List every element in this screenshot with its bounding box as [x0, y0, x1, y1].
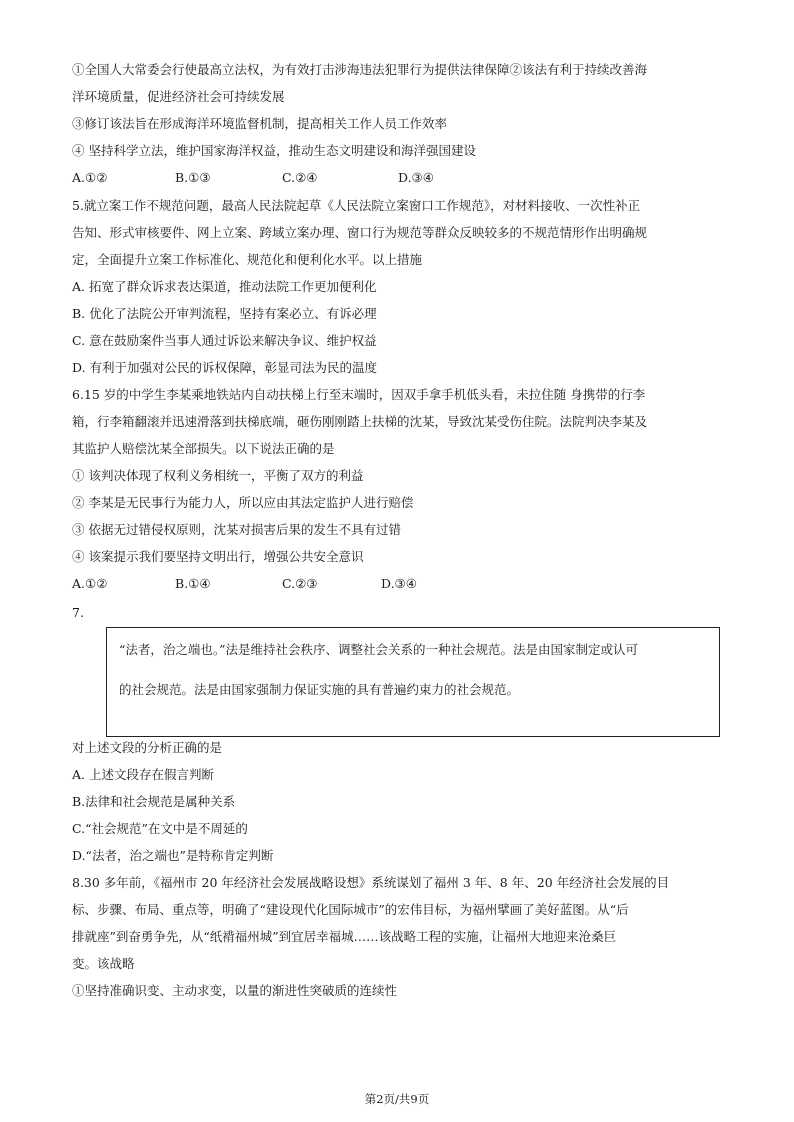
- q6-statement-4: ④ 该案提示我们要坚持文明出行，增强公共安全意识: [72, 549, 364, 564]
- q7-option-b: B.法律和社会规范是属种关系: [72, 794, 236, 809]
- q5-option-b: B. 优化了法院公开审判流程，坚持有案必立、有诉必理: [72, 306, 377, 321]
- q4-option-d: D.③④: [398, 170, 434, 185]
- q7-number: 7.: [72, 605, 84, 620]
- q6-options: [72, 576, 732, 592]
- q6-option-a: A.①②: [72, 576, 108, 591]
- q7-option-d: D.“法者，治之端也”是特称肯定判断: [72, 848, 274, 863]
- q6-option-b: B.①④: [175, 576, 211, 591]
- q4-option-a: A.①②: [72, 170, 108, 185]
- q4-option-c: C.②④: [282, 170, 318, 185]
- q4-statement-4: ④ 坚持科学立法，维护国家海洋权益，推动生态文明建设和海洋强国建设: [72, 143, 476, 158]
- q8-statement-1: ①坚持准确识变、主动求变，以量的渐进性突破质的连续性: [72, 983, 398, 998]
- q5-option-a: A. 拓宽了群众诉求表达渠道，推动法院工作更加便利化: [72, 279, 377, 294]
- q5-option-d: D. 有利于加强对公民的诉权保障，彰显司法为民的温度: [72, 360, 378, 375]
- q6-statement-3: ③ 依据无过错侵权原则，沈某对损害后果的发生不具有过错: [72, 522, 401, 537]
- q6-stem-3: 其监护人赔偿沈某全部损失。以下说法正确的是: [72, 441, 335, 456]
- q7-option-c: C.“社会规范”在文中是不周延的: [72, 821, 248, 836]
- q6-stem-1: 6.15 岁的中学生李某乘地铁站内自动扶梯上行至末端时，因双手拿手机低头看，未拉住随 身携带的行李: [72, 387, 646, 402]
- q5-option-c: C. 意在鼓励案件当事人通过诉讼来解决争议、维护权益: [72, 333, 377, 348]
- q6-stem-2: 箱，行李箱翻滚并迅速滑落到扶梯底端，砸伤刚刚踏上扶梯的沈某，导致沈某受伤住院。法院判决李某及: [72, 414, 648, 429]
- q6-option-c: C.②③: [282, 576, 318, 591]
- q4-option-b: B.①③: [175, 170, 211, 185]
- q4-statement-3: ③修订该法旨在形成海洋环境监督机制，提高相关工作人员工作效率: [72, 116, 448, 131]
- page-number: 第2页/共9页: [364, 1092, 430, 1106]
- q4-statement-1-cont: 洋环境质量，促进经济社会可持续发展: [72, 89, 285, 104]
- q8-stem-4: 变。该战略: [72, 956, 135, 971]
- q8-stem-2: 标、步骤、布局、重点等，明确了“建设现代化国际城市”的宏伟目标，为福州擘画了美好蓝图。从“后: [72, 902, 629, 917]
- q8-stem-1: 8.30 多年前，《福州市 20 年经济社会发展战略设想》系统谋划了福州 3 年、8 年、20 年经济社会发展的目: [72, 875, 670, 890]
- q5-stem-2: 告知、形式审核要件、网上立案、跨域立案办理、窗口行为规范等群众反映较多的不规范情形作出明确规: [72, 225, 648, 240]
- q6-statement-2: ② 李某是无民事行为能力人，所以应由其法定监护人进行赔偿: [72, 495, 414, 510]
- q6-option-d: D.③④: [381, 576, 417, 591]
- q7-quote-box: [106, 627, 720, 737]
- q7-quote-line-2: 的社会规范。法是由国家强制力保证实施的具有普遍约束力的社会规范。: [119, 682, 520, 697]
- q4-options: [72, 170, 732, 186]
- q4-statement-1: ①全国人大常委会行使最高立法权，为有效打击涉海违法犯罪行为提供法律保障②该法有利于持续改善海: [72, 62, 648, 77]
- q5-stem-1: 5.就立案工作不规范问题，最高人民法院起草《人民法院立案窗口工作规范》，对材料接收、一次性补正: [72, 198, 641, 213]
- q5-stem-3: 定，全面提升立案工作标准化、规范化和便利化水平。以上措施: [72, 252, 423, 267]
- q8-stem-3: 排就座”到奋勇争先，从“纸褙福州城”到宜居幸福城……该战略工程的实施，让福州大地迎来沧桑巨: [72, 929, 617, 944]
- q7-quote-line-1: “法者，治之端也。”法是维持社会秩序、调整社会关系的一种社会规范。法是由国家制定或认可: [119, 642, 639, 657]
- q6-statement-1: ① 该判决体现了权利义务相统一，平衡了双方的利益: [72, 468, 364, 483]
- q7-stem: 对上述文段的分析正确的是: [72, 740, 223, 755]
- q7-option-a: A. 上述文段存在假言判断: [72, 767, 214, 782]
